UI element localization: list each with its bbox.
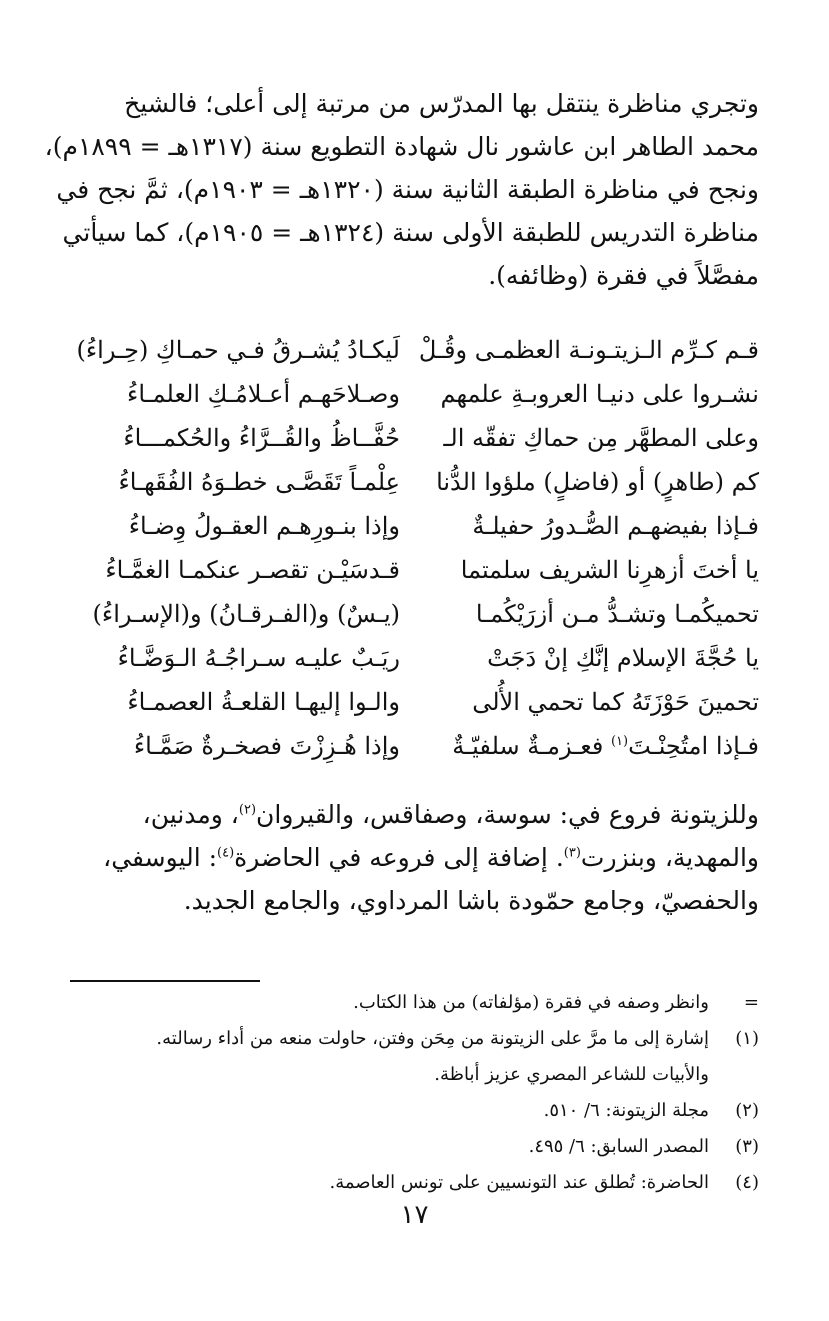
- text-run: : اليوسفي،: [103, 843, 218, 872]
- verse: [60, 416, 759, 460]
- text-line: ونجح في مناظرة الطبقة الثانية سنة (١٣٢٠هـ = ١٩٠٣م)، ثمَّ نجح في: [56, 175, 759, 204]
- verse-first-hemistich: قـم كـرِّم الـزيتـونـة العظمـى وقُـلْ: [418, 336, 759, 364]
- footnote-divider: [70, 980, 260, 982]
- footnote-marker[interactable]: (٤): [217, 845, 235, 861]
- verse: [60, 372, 759, 416]
- poem: [60, 328, 759, 768]
- verse-second-hemistich: (يـسٌ) و(الفـرقـانُ) و(الإسـراءُ): [92, 600, 400, 628]
- text-line: [60, 879, 759, 922]
- verse-first-hemistich: كم (طاهرٍ) أو (فاضلٍ) ملؤوا الدُّنا: [436, 468, 759, 496]
- verse-second-hemistich: وإذا بنـورِهـم العقـولُ وِضـاءُ: [128, 512, 400, 540]
- verse: [60, 636, 759, 680]
- text-run: ، ومدنين،: [142, 800, 239, 829]
- text-line: محمد الطاهر ابن عاشور نال شهادة التطويع سنة (١٣١٧هـ = ١٨٩٩م)،: [44, 132, 759, 161]
- verse-second-hemistich: قـدسَيْـن تقصـر عنكمـا الغمَّـاءُ: [105, 556, 400, 584]
- verse-first-hemistich: تحمينَ حَوْزَتَهُ كما تحمي الأُلى: [472, 688, 759, 716]
- verse-second-hemistich: وصـلاحَهـم أعـلامُـكِ العلمـاءُ: [127, 380, 400, 408]
- footnotes: [60, 985, 759, 1201]
- verse: [60, 680, 759, 724]
- text-line: [60, 793, 759, 836]
- verse-second-hemistich: عِلْمـاً تَقَصَّـى خطـوَهُ الفُقَهـاءُ: [118, 468, 400, 496]
- outro-paragraph: [60, 793, 759, 922]
- verse: [60, 328, 759, 372]
- footnote-text: مجلة الزيتونة: ٦/ ٥١٠.: [543, 1100, 709, 1121]
- text-run: وللزيتونة فروع في: سوسة، وصفاقس، والقيروان: [256, 800, 759, 829]
- footnote: [60, 1093, 759, 1129]
- verse-second-hemistich: ريَـبٌ عليـه سـراجُـهُ الـوَضَّـاءُ: [117, 644, 400, 672]
- verse-first-hemistich: فـإذا بفيضهـم الصُّـدورُ حفيلـةٌ: [472, 512, 759, 540]
- page-number: ١٧: [400, 1200, 429, 1230]
- verse-first-hemistich: نشـروا على دنيـا العروبـةِ علمهم: [440, 380, 759, 408]
- footnote-text: والأبيات للشاعر المصري عزيز أباظة.: [434, 1064, 709, 1085]
- verse: [60, 460, 759, 504]
- footnote-number: =: [743, 992, 759, 1013]
- footnote-continuation: [60, 1057, 759, 1093]
- footnote-number: (١): [735, 1028, 759, 1049]
- verse-first-hemistich: يا أختَ أزهرِنا الشريف سلمتما: [460, 556, 759, 584]
- text-line: وتجري مناظرة ينتقل بها المدرّس من مرتبة إلى أعلى؛ فالشيخ: [124, 89, 759, 118]
- intro-paragraph: [44, 82, 759, 297]
- footnote: [60, 1129, 759, 1165]
- verse-first-hemistich: تحميكُمـا وتشـدُّ مـن أزرَيْكُمـا: [475, 600, 759, 628]
- footnote-number: (٢): [735, 1100, 759, 1121]
- text-run: والمهدية، وبنزرت: [580, 843, 759, 872]
- footnote-marker[interactable]: (٣): [563, 845, 581, 861]
- footnote-text: الحاضرة: تُطلق عند التونسيين على تونس العاصمة.: [329, 1172, 709, 1193]
- verse-text: فـإذا امتُحِنْـتَ: [628, 732, 759, 760]
- footnote-marker[interactable]: (١): [610, 734, 629, 749]
- verse: [60, 724, 759, 768]
- text-run: والحفصيّ، وجامع حمّودة باشا المرداوي، والجامع الجديد.: [183, 886, 759, 915]
- text-line: [60, 836, 759, 879]
- footnote-number: (٤): [735, 1172, 759, 1193]
- verse: [60, 504, 759, 548]
- verse-second-hemistich: حُفَّــاظُ والقُــرَّاءُ والحُكمـــاءُ: [123, 424, 400, 452]
- verse: [60, 592, 759, 636]
- text-line: مفصَّلاً في فقرة (وظائفه).: [488, 261, 759, 290]
- verse-first-hemistich: يا حُجَّةَ الإسلام إنَّكِ إنْ دَجَتْ: [487, 644, 759, 672]
- text-line: مناظرة التدريس للطبقة الأولى سنة (١٣٢٤هـ = ١٩٠٥م)، كما سيأتي: [62, 218, 759, 247]
- footnote-text: المصدر السابق: ٦/ ٤٩٥.: [528, 1136, 709, 1157]
- footnote-marker[interactable]: (٢): [238, 802, 257, 818]
- verse-first-hemistich: وعلى المطهَّر مِن حماكِ تفقّه الـ: [443, 424, 759, 452]
- footnote: [60, 1021, 759, 1057]
- footnote-number: (٣): [735, 1136, 759, 1157]
- verse-second-hemistich: لَيكـادُ يُشـرقُ فـي حمـاكِ (حِـراءُ): [76, 336, 400, 364]
- verse-second-hemistich: وإذا هُـزِزْتَ فصخـرةٌ صَمَّـاءُ: [133, 732, 400, 760]
- verse-text: فعـزمـةٌ سلفيّـةٌ: [452, 732, 611, 760]
- footnote: [60, 1165, 759, 1201]
- verse-first-hemistich: [419, 724, 759, 768]
- verse: [60, 548, 759, 592]
- footnote-text: وانظر وصفه في فقرة (مؤلفاته) من هذا الكتاب.: [353, 992, 709, 1013]
- footnote-text: إشارة إلى ما مرَّ على الزيتونة من مِحَن وفتن، حاولت منعه من أداء رسالته.: [156, 1028, 709, 1049]
- text-run: . إضافة إلى فروعه في الحاضرة: [234, 843, 564, 872]
- verse-second-hemistich: والـوا إليهـا القلعـةُ العصمـاءُ: [127, 688, 400, 716]
- footnote: [60, 985, 759, 1021]
